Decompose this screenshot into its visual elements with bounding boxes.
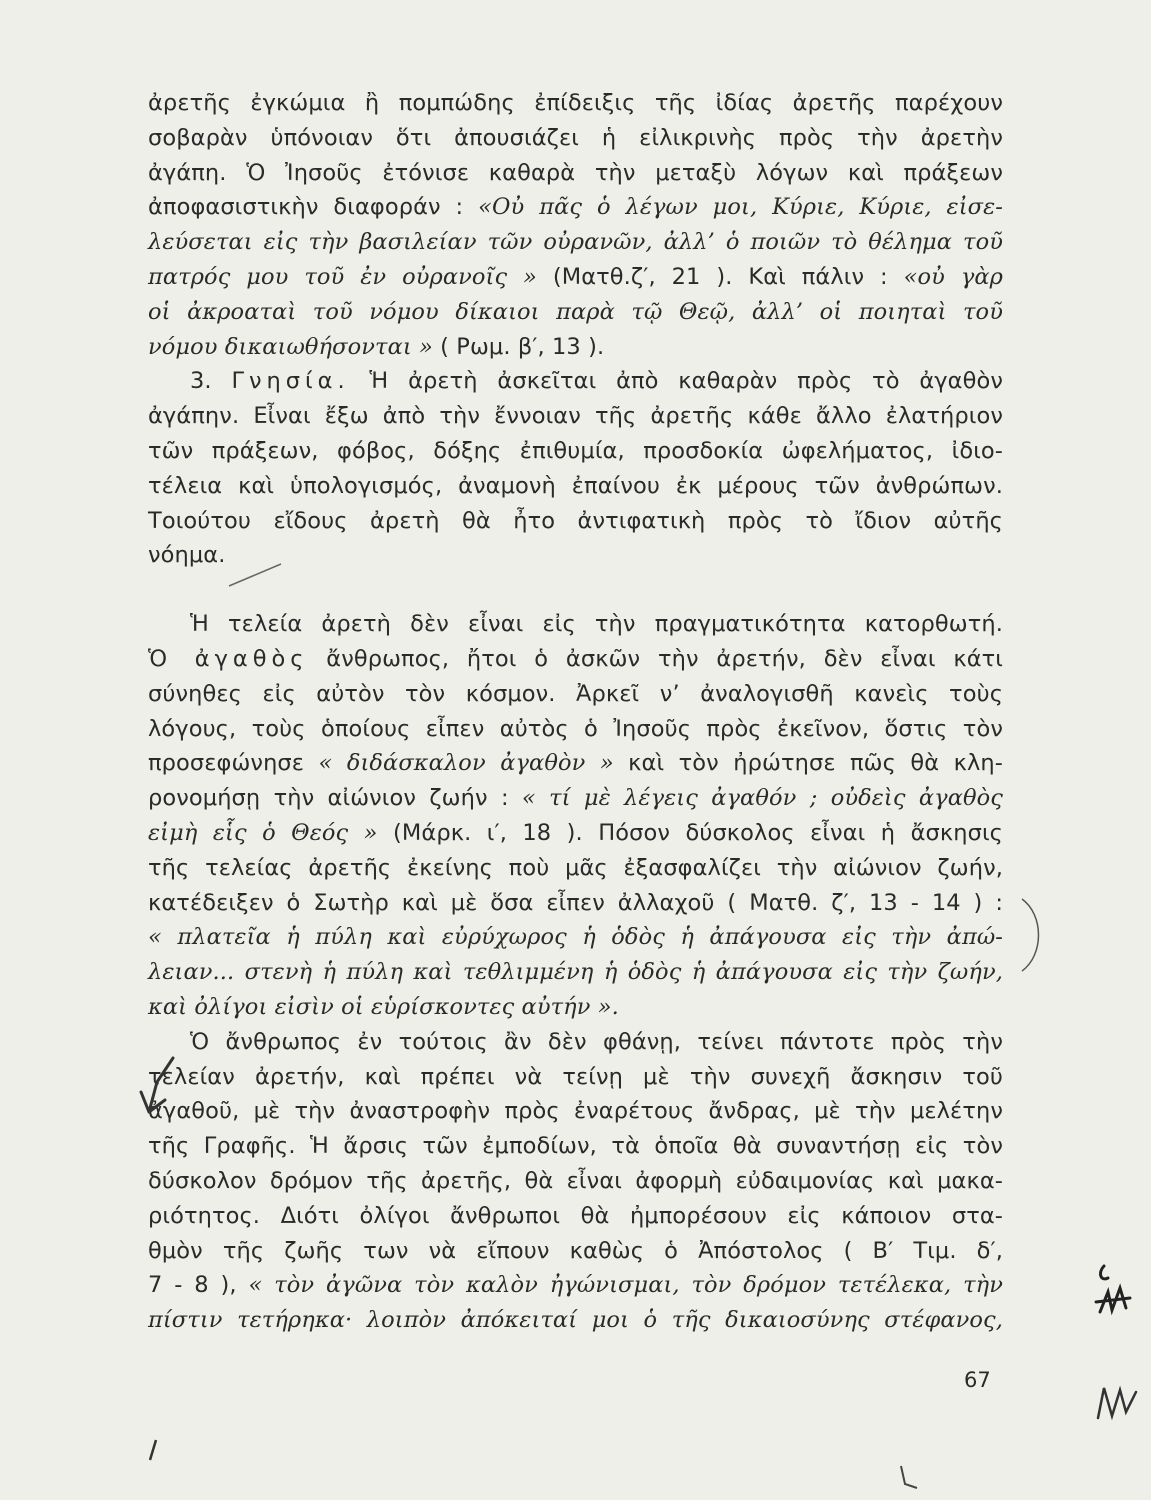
italic-quote: « διδάσκαλον ἀγαθὸν » [318,750,614,777]
text-line [148,469,1003,504]
italic-quote: «Οὐ πᾶς ὁ λέγων μοι, Κύριε, Κύριε, εἰσε- [478,194,1003,221]
text-run: καὶ τὸν ἠρώτησε πῶς θὰ κλη- [613,750,1003,777]
text-line [148,886,1003,921]
text-line [148,746,1003,781]
text-line [148,295,1003,330]
text-line [148,156,1003,191]
italic-quote: « τὸν ἀγῶνα τὸν καλὸν ἠγώνισμαι, τὸν δρόμον τετέλεκα, τὴν [248,1272,1003,1299]
text-run: σοβαρὰν ὑπόνοιαν ὅτι ἀπουσιάζει ἡ εἰλικρινὴς πρὸς τὴν ἀρετὴν [148,124,1003,151]
spaced-emphasis: Ὁ ἀγαθὸς [148,645,309,672]
text-line [148,1199,1003,1234]
margin-scribble-top [1090,1262,1135,1332]
text-line [148,330,1003,365]
section-heading: Γνησία. [231,368,350,395]
italic-quote: λειαν... στενὴ ἡ πύλη καὶ τεθλιμμένη ἡ ὁδὸς ἡ ἀπάγουσα εἰς τὴν ζωήν, [148,959,1003,986]
text-run: τῶν πράξεων, φόβος, δόξης ἐπιθυμία, προσδοκία ὠφελήματος, ἰδιο- [148,437,1003,464]
text-line [148,955,1003,990]
text-run: νόημα. [148,542,226,569]
italic-quote: πίστιν τετήρηκα· λοιπὸν ἀπόκειταί μοι ὁ τῆς δικαιοσύνης στέφανος, [148,1307,1003,1334]
text-line [148,1060,1003,1095]
stray-mark-left [144,1436,164,1466]
text-line [148,1303,1003,1338]
text-line [148,121,1003,156]
paragraph-4 [148,1025,1003,1338]
text-run: κατέδειξεν ὁ Σωτὴρ καὶ μὲ ὅσα εἶπεν ἀλλαχοῦ ( Ματθ. ζ′, 13 - 14 ) : [148,889,1003,916]
italic-quote: καὶ ὀλίγοι εἰσὶν οἱ εὑρίσκοντες αὐτήν ». [148,993,619,1020]
text-line [148,677,1003,712]
text-run: ἀγάπην. Εἶναι ἔξω ἀπὸ τὴν ἔννοιαν τῆς ἀρετῆς κάθε ἄλλο ἐλατήριον [148,403,1003,430]
pencil-stroke [225,560,285,590]
paragraph-3-second-line: Ὁ ἀγαθὸς ἄνθρωπος, ἤτοι ὁ ἀσκῶν τὴν ἀρετήν, δὲν εἶναι κάτι [148,645,1003,672]
paragraph-1 [148,86,1003,364]
text-run: ριότητος. Διότι ὀλίγοι ἄνθρωποι θὰ ἠμπορέσουν εἰς κάποιον στα- [148,1202,1003,1229]
text-line [148,86,1003,121]
italic-quote: πατρός μου τοῦ ἐν οὐρανοῖς » [148,263,537,290]
text-line [148,399,1003,434]
text-run: τελείαν ἀρετήν, καὶ πρέπει νὰ τείνῃ μὲ τὴν συνεχῆ ἄσκησιν τοῦ [148,1063,1003,1090]
paragraph-2-first-line [148,364,1003,399]
text-line [148,260,1003,295]
italic-quote: « πλατεῖα ἡ πύλη καὶ εὐρύχωρος ἡ ὁδὸς ἡ ἀπάγουσα εἰς τὴν ἀπώ- [148,924,1003,951]
text-run: Τοιούτου εἴδους ἀρετὴ θὰ ἦτο ἀντιφατικὴ πρὸς τὸ ἴδιον αὐτῆς [148,507,1003,534]
text-run: ἀρετῆς ἐγκώμια ἢ πομπώδης ἐπίδειξις τῆς ἰδίας ἀρετῆς παρέχουν [148,90,1003,116]
italic-quote: « τί μὲ λέγεις ἀγαθόν ; οὐδεὶς ἀγαθὸς [521,785,1003,812]
text-run: δύσκολον δρόμον τῆς ἀρετῆς, θὰ εἶναι ἀφορμὴ εὐδαιμονίας καὶ μακα- [148,1167,1003,1194]
text-line [148,1025,1003,1060]
text-line [148,1094,1003,1129]
text-run: τέλεια καὶ ὑπολογισμός, ἀναμονὴ ἐπαίνου ἐκ μέρους τῶν ἀνθρώπων. [148,472,1003,499]
body-text [148,86,1003,1338]
paragraph-2-first-line-text: Ἡ ἀρετὴ ἀσκεῖται ἀπὸ καθαρὰν πρὸς τὸ ἀγαθὸν [349,368,1003,395]
paragraph-3 [148,607,1003,1025]
italic-quote: λεύσεται εἰς τὴν βασιλείαν τῶν οὐρανῶν, ἀλλ’ ὁ ποιῶν τὸ θέλημα τοῦ [148,229,1003,256]
text-run: προσεφώνησε [148,750,319,777]
text-line [148,920,1003,955]
text-run: τῆς Γραφῆς. Ἡ ἄρσις τῶν ἐμποδίων, τὰ ὁποῖα θὰ συναντήσῃ εἰς τὸν [148,1133,1003,1160]
text-line [148,434,1003,469]
text-run: (Μάρκ. ι′, 18 ). Πόσον δύσκολος εἶναι ἡ ἄσκησις [377,819,1003,846]
margin-scribble-bottom [1092,1378,1142,1428]
text-run: σύνηθες εἰς αὐτὸν τὸν κόσμον. Ἀρκεῖ ν’ ἀναλογισθῆ κανεὶς τοὺς [148,680,1003,707]
text-run: ἀγαθοῦ, μὲ τὴν ἀναστροφὴν πρὸς ἐναρέτους ἄνδρας, μὲ τὴν μελέτην [148,1098,1003,1125]
text-line [148,851,1003,886]
section-number: 3. [190,368,212,395]
text-line [148,1129,1003,1164]
text-run: 7 - 8 ), [148,1272,249,1299]
italic-quote: οἱ ἀκροαταὶ τοῦ νόμου δίκαιοι παρὰ τῷ Θεῷ, ἀλλ’ οἱ ποιηταὶ τοῦ [148,298,1003,325]
text-line [148,712,1003,747]
text-line [148,225,1003,260]
text-run: ἀποφασιστικὴν διαφοράν : [148,194,479,221]
text-run: θμὸν τῆς ζωῆς των νὰ εἴπουν καθὼς ὁ Ἀπόστολος ( Β′ Τιμ. δ′, [148,1237,1003,1264]
italic-quote: νόμου δικαιωθήσονται » [148,333,433,360]
text-run: ρονομήσῃ τὴν αἰώνιον ζωήν : [148,785,522,812]
text-line [148,504,1003,539]
italic-quote: εἰμὴ εἷς ὁ Θεός » [148,819,378,846]
paragraph-3-first-line: Ἡ τελεία ἀρετὴ δὲν εἶναι εἰς τὴν πραγματικότητα κατορθωτή. [190,611,1003,638]
text-line [148,1234,1003,1269]
text-run: λόγους, τοὺς ὁποίους εἶπεν αὐτὸς ὁ Ἰησοῦς πρὸς ἐκεῖνον, ὅστις τὸν [148,715,1003,742]
text-line [148,816,1003,851]
text-run: τῆς τελείας ἀρετῆς ἐκείνης ποὺ μᾶς ἐξασφαλίζει τὴν αἰώνιον ζωήν, [148,854,1003,881]
text-line [148,1268,1003,1303]
text-line [148,781,1003,816]
text-run: ( Ρωμ. β′, 13 ). [432,333,605,360]
paragraph-2 [148,364,1003,573]
text-run: Ὁ ἄνθρωπος ἐν τούτοις ἂν δὲν φθάνῃ, τείνει πάντοτε πρὸς τὴν [190,1028,1003,1055]
margin-bracket [1020,895,1050,975]
text-line [148,190,1003,225]
italic-quote: «οὐ γὰρ [903,263,1003,290]
text-run: (Ματθ.ζ′, 21 ). Καὶ πάλιν : [536,263,904,290]
text-line [148,990,1003,1025]
pen-mark-arrow [135,1052,190,1122]
stray-mark-bottom [895,1462,925,1492]
text-run: ἀγάπη. Ὁ Ἰησοῦς ἐτόνισε καθαρὰ τὴν μεταξὺ λόγων καὶ πράξεων [148,159,1003,186]
text-line [148,1164,1003,1199]
page-number: 67 [964,1368,991,1392]
